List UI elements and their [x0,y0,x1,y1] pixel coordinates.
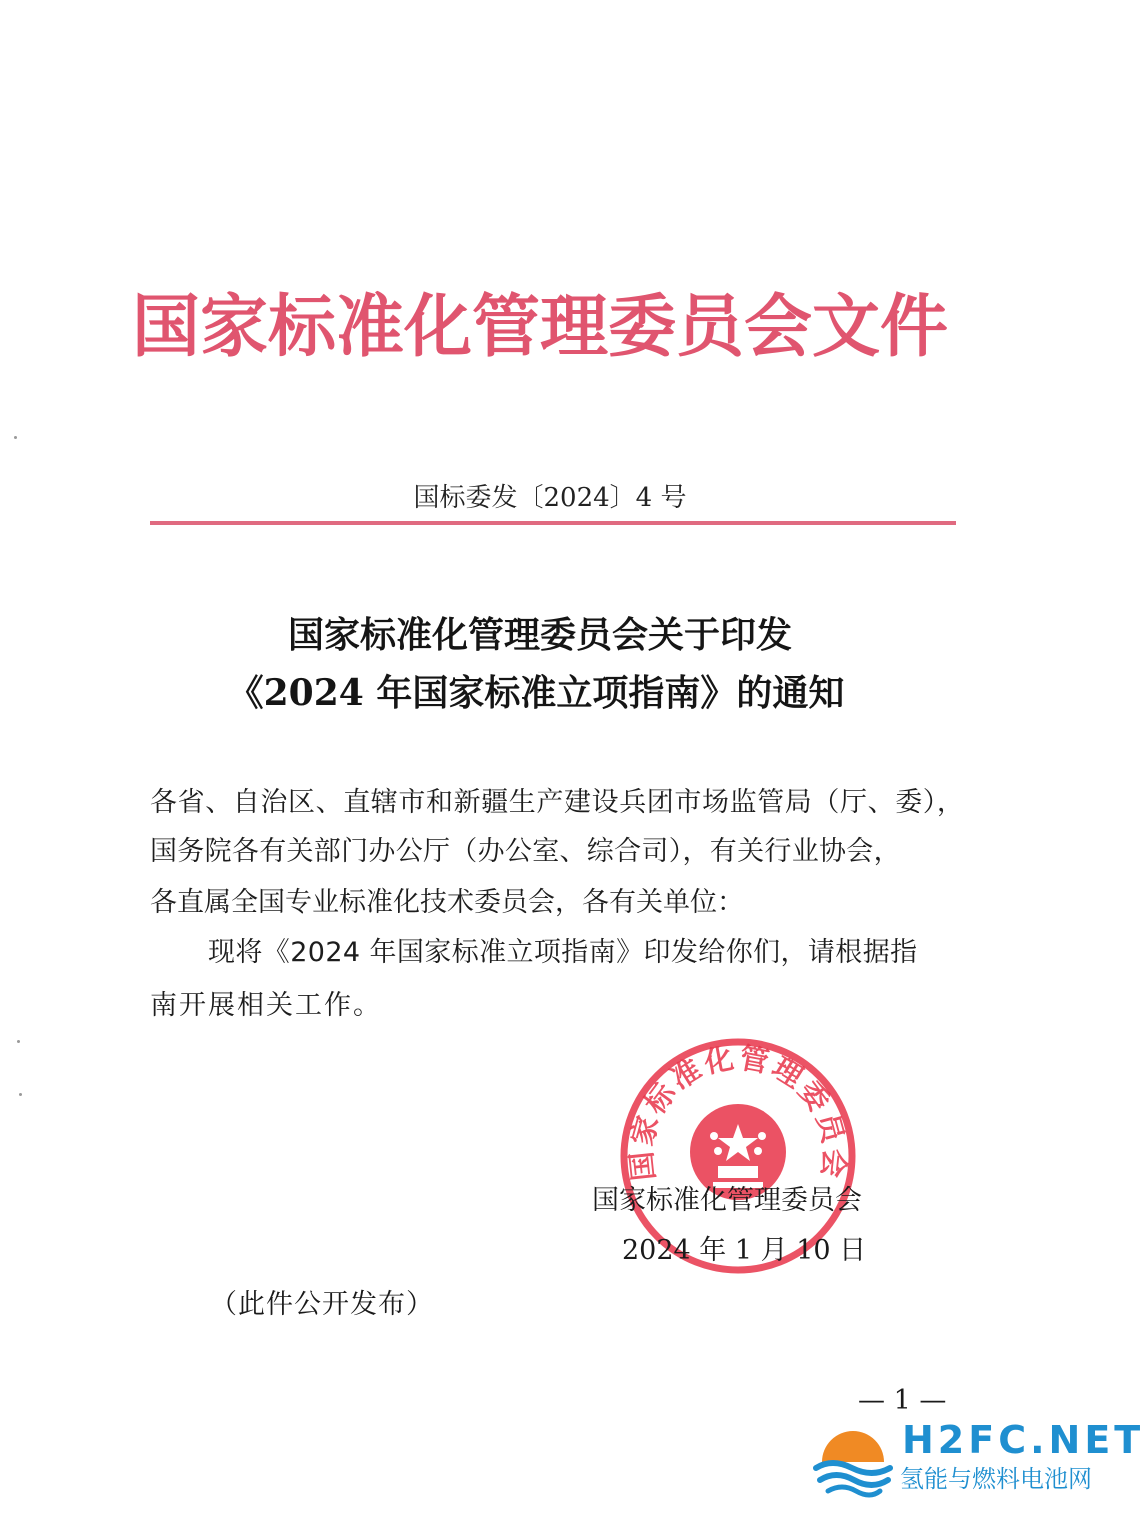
body-paragraph-line: 南开展相关工作。 [150,990,382,1021]
wave-logo-icon [812,1418,894,1498]
issuer-name: 国家标准化管理委员会 [592,1185,862,1216]
page-number: — 1 — [858,1385,947,1416]
scan-speck [17,1040,20,1043]
watermark-domain: H2FC.NET [902,1418,1144,1462]
document-number: 国标委发〔2024〕4 号 [413,483,687,513]
scan-speck [14,436,17,439]
notice-title-line-2: 《2024 年国家标准立项指南》的通知 [227,672,845,714]
body-paragraph-line: 现将《2024 年国家标准立项指南》印发给你们，请根据指 [208,937,918,968]
site-watermark [812,1418,1144,1522]
issue-date: 2024 年 1 月 10 日 [622,1235,867,1266]
document-header-title: 国家标准化管理委员会文件 [131,288,948,367]
watermark-site-name: 氢能与燃料电池网 [900,1465,1092,1493]
seal-text: 国家标准化管理委员会 [623,1040,853,1183]
scan-speck [19,1093,22,1096]
addressee-line: 国务院各有关部门办公厅（办公室、综合司），有关行业协会， [150,836,901,867]
notice-title-line-1: 国家标准化管理委员会关于印发 [287,614,792,656]
addressee-line: 各直属全国专业标准化技术委员会，各有关单位： [150,887,744,918]
publication-note: （此件公开发布） [210,1289,434,1320]
addressee-line: 各省、自治区、直辖市和新疆生产建设兵团市场监管局（厅、委）， [150,787,965,818]
red-divider-line [150,521,956,525]
